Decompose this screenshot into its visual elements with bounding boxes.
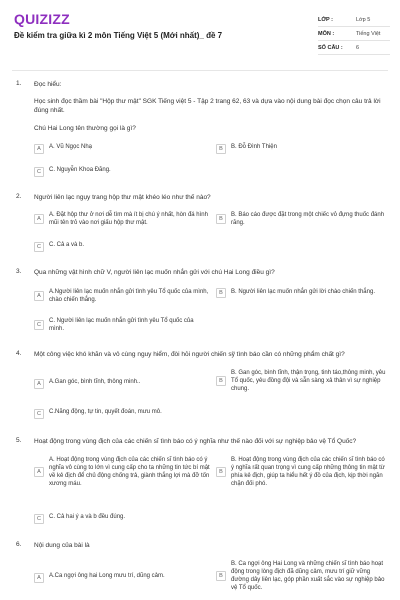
option-letter-box: B (216, 571, 226, 581)
worksheet-header (0, 0, 400, 64)
option-c[interactable] (34, 513, 204, 524)
meta-label: SỐ CÂU : (318, 44, 343, 51)
meta-row-question-count (318, 41, 390, 55)
option-text: C. Cả hai ý a và b đều đúng. (49, 514, 126, 520)
option-letter-box: B (216, 467, 226, 477)
option-letter-box: B (216, 144, 226, 154)
question-text: Một công việc khó khăn và vô cùng nguy hiểm, đòi hỏi người chiến sỹ tình báo cần có những phẩm chất gì? (34, 351, 345, 358)
option-b[interactable] (216, 369, 388, 393)
option-c[interactable] (34, 408, 204, 419)
question-number: 6. (16, 541, 22, 548)
question-text: Hoạt động trong vùng địch của các chiến sĩ tình báo có ý nghĩa như thế nào đối với sự nghiệp bảo vệ Tổ Quốc? (34, 438, 357, 445)
reading-passage: Học sinh đọc thầm bài "Hộp thư mật" SGK Tiếng việt 5 - Tập 2 trang 62, 63 và dựa vào nội dung bài đọc chọn câu trả lời đúng nhất. (34, 98, 381, 114)
option-text: A.Người liên lạc muốn nhắn gửi tình yêu Tổ quốc của mình, chào chiến thắng. (49, 289, 209, 303)
quizizz-logo: QUIZIZZ (14, 11, 70, 27)
question-number: 5. (16, 437, 22, 444)
question-number: 4. (16, 350, 22, 357)
question-number: 1. (16, 80, 22, 87)
meta-row-grade (318, 13, 390, 27)
option-a[interactable] (34, 572, 210, 583)
page-title: Đề kiểm tra giữa kì 2 môn Tiếng Việt 5 (Mới nhất)_ đề 7 (14, 31, 223, 40)
option-letter-box: A (34, 379, 44, 389)
worksheet-meta (318, 13, 390, 55)
option-text: A. Vũ Ngọc Nhạ (49, 144, 93, 150)
option-c[interactable] (34, 166, 204, 177)
option-a[interactable] (34, 143, 204, 154)
option-text: B. Người liên lạc muốn nhắn gửi lời chào chiến thắng. (231, 289, 375, 295)
option-letter-box: C (34, 514, 44, 524)
question-text: Qua những vật hình chữ V, người liên lạc muốn nhắn gửi với chú Hai Long điều gì? (34, 269, 275, 276)
option-b[interactable] (216, 560, 388, 592)
option-text: B. Ca ngợi ông Hai Long và những chiến sĩ tình báo hoạt động trong lòng địch đã dũng cảm, mưu trí giữ vững đường dây liên lạc, góp phần xuất sắc vào sự nghiệp bảo vệ Tổ quốc. (231, 561, 385, 591)
meta-value: Tiếng Việt (356, 30, 381, 37)
option-letter-box: C (34, 242, 44, 252)
option-letter-box: A (34, 291, 44, 301)
question-number: 3. (16, 268, 22, 275)
question-number: 2. (16, 193, 22, 200)
question-title: Đọc hiểu: (34, 81, 62, 88)
option-text: C. Người liên lạc muốn nhắn gửi tình yêu Tổ quốc của mình. (49, 318, 194, 332)
option-letter-box: B (216, 214, 226, 224)
option-letter-box: C (34, 409, 44, 419)
option-a[interactable] (34, 456, 210, 488)
meta-row-subject (318, 27, 390, 41)
option-b[interactable] (216, 288, 386, 298)
option-c[interactable] (34, 317, 210, 333)
option-letter-box: C (34, 167, 44, 177)
option-text: C. Nguyễn Khoa Đăng. (49, 167, 111, 173)
option-text: B. Báo cáo được đặt trong một chiếc vỏ đựng thuốc đánh răng. (231, 212, 385, 226)
option-a[interactable] (34, 211, 210, 227)
question-text: Nội dung của bài là (34, 542, 90, 549)
option-a[interactable] (34, 288, 210, 304)
option-letter-box: B (216, 288, 226, 298)
option-b[interactable] (216, 456, 388, 488)
option-a[interactable] (34, 378, 204, 389)
option-text: A. Hoạt động trong vùng địch của các chiến sĩ tình báo có ý nghĩa vô cùng to lớn vì cung cấp cho ta những tin tức bí mật về kẻ địch để chủ động chống trả, giành thắng lợi mà đỡ tốn xương máu. (49, 457, 210, 487)
option-letter-box: C (34, 320, 44, 330)
option-letter-box: A (34, 573, 44, 583)
option-text: C. Cả a và b. (49, 242, 85, 248)
question-text: Người liên lạc ngụy trang hộp thư mật khéo léo như thế nào? (34, 194, 211, 201)
meta-value: 6 (356, 44, 360, 51)
option-b[interactable] (216, 143, 386, 154)
option-text: B. Gan góc, bình tĩnh, thận trọng, tinh táo,thông minh, yêu Tổ quốc, yêu đồng đội và sẵn sàng xả thân vì sự nghiệp chung. (231, 370, 386, 392)
option-text: C.Năng động, tự tin, quyết đoán, mưu mô. (49, 409, 162, 415)
meta-label: MÔN : (318, 30, 335, 37)
meta-value: Lớp 5 (356, 16, 371, 23)
option-letter-box: A (34, 144, 44, 154)
header-divider (12, 70, 388, 71)
option-b[interactable] (216, 211, 386, 227)
meta-label: LỚP : (318, 16, 333, 23)
option-text: A.Gan góc, bình tĩnh, thông minh.. (49, 379, 141, 385)
option-text: A. Đặt hộp thư ở nơi dễ tìm mà ít bị chú ý nhất, hòn đá hình mũi tên trỏ vào nơi giấu hộp thư mật. (49, 212, 208, 226)
option-letter-box: A (34, 214, 44, 224)
option-letter-box: A (34, 467, 44, 477)
option-text: B. Hoạt động trong vùng địch của các chiến sĩ tình báo có ý nghĩa rất quan trọng vì cung cấp những thông tin mật từ phía kẻ địch, giúp ta hiểu hết ý đồ của địch, kịp thời ngăn chặn đối phó. (231, 457, 385, 487)
option-letter-box: B (216, 376, 226, 386)
question-text: Chú Hai Long tên thường gọi là gì? (34, 125, 136, 132)
option-text: A.Ca ngợi ông hai Long mưu trí, dũng cảm. (49, 573, 165, 579)
option-text: B. Đỗ Đình Thiện (231, 144, 277, 150)
option-c[interactable] (34, 241, 204, 252)
